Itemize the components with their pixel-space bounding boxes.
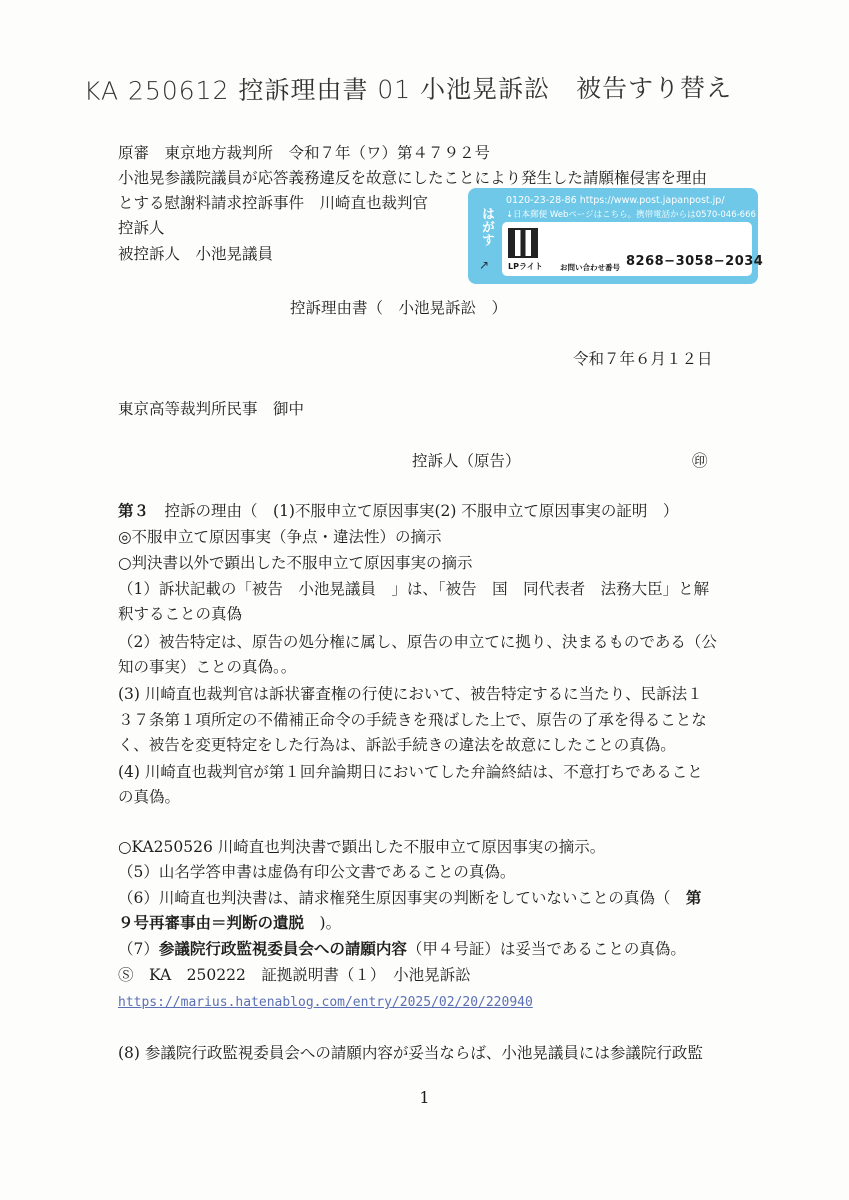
sticker-phone: 0120-23-28-86 https://www.post.japanpost.jp/ [506,195,725,206]
sticker-lp-label: LPライト [508,262,543,271]
body-line: (8) 参議院行政監視委員会への請願内容が妥当ならば、小池晃議員には参議院行政監 [118,1044,703,1062]
body-line: く、被告を変更特定をした行為は、訴訟手続きの違法を故意にしたことの真偽。 [118,736,676,754]
header-appellant: 控訴人 [118,219,165,237]
body-line [118,888,701,908]
appellant-label: 控訴人（原告） [412,452,521,470]
body-line: ○判決書以外で顕出した不服申立て原因事実の摘示 [118,554,473,572]
tracking-number: 8268−3058−2034 [626,254,764,269]
page-number: 1 [419,1088,430,1107]
section-heading [118,501,678,521]
sticker-white-panel [502,222,764,276]
body-line: Ⓢ KA 250222 証拠説明書（１） 小池晃訴訟 [118,966,471,984]
body-line: （2）被告特定は、原告の処分権に属し、原告の申立てに拠り、決まるものである（公 [118,633,717,651]
header-appellee: 被控訴人 小池晃議員 [118,245,274,263]
body-text-bold: 参議院行政監視委員会への請願内容 [158,939,407,958]
body-text: （甲４号証）は妥当であることの真偽。 [406,940,686,958]
body-text-bold: 第 [685,888,702,907]
sticker-web: ↓日本郵便 Webページはこちら。携帯電話からは0570-046-666 [506,210,756,220]
addressee: 東京高等裁判所民事 御中 [118,400,305,418]
arrow-icon: ↗ [479,258,490,272]
body-line [118,939,686,959]
seal-mark: ㊞ [692,452,708,470]
body-text-bold: ９号再審事由＝判断の遺脱 [118,913,305,932]
header-line-subject-2: とする慰謝料請求控訴事件 川崎直也裁判官 [118,194,429,212]
body-line: ○KA250526 川崎直也判決書で顕出した不服申立て原因事実の摘示。 [118,838,606,856]
handwritten-title: KA 250612 控訴理由書 01 小池晃訴訟 被告すり替え [83,73,733,106]
body-text: （6）川崎直也判決書は、請求権発生原因事実の判断をしていないことの真偽（ [118,889,686,907]
body-line: （1）訴状記載の「被告 小池晃議員 」は、「被告 国 同代表者 法務大臣」と解 [118,580,710,598]
body-line: （5）山名学答申書は虚偽有印公文書であることの真偽。 [118,863,516,881]
document-date: 令和７年６月１２日 [573,350,713,368]
evidence-link[interactable] [118,991,533,1013]
header-line-subject-1: 小池晃参議院議員が応答義務違反を故意にしたことにより発生した請願権侵害を理由 [118,169,708,187]
header-line-case: 原審 東京地方裁判所 令和７年（ワ）第４７９２号 [118,144,491,162]
body-text: )。 [304,914,342,932]
body-line: ◎不服申立て原因事実（争点・違法性）の摘示 [118,528,442,546]
body-text: （7） [118,940,159,958]
postal-tracking-sticker [468,188,764,284]
peel-label: はがす [479,206,494,246]
body-line: の真偽。 [118,788,181,806]
body-line: (3) 川崎直也裁判官は訴状審査権の行使において、被告特定するに当たり、民訴法１ [118,685,703,703]
body-line: (4) 川崎直也裁判官が第１回弁論期日においてした弁論終結は、不意打ちであること [118,763,703,781]
section-title: 控訴の理由（ (1)不服申立て原因事実(2) 不服申立て原因事実の証明 ） [149,502,679,520]
document-title: 控訴理由書（ 小池晃訴訟 ） [290,299,508,317]
sticker-inquiry-label: お問い合わせ番号 [560,263,620,272]
qr-code-icon [508,228,538,258]
evidence-link-text[interactable]: https://marius.hatenablog.com/entry/2025/02/20/220940 [118,995,533,1010]
section-number: 第３ [118,501,150,520]
body-line [118,913,341,933]
body-line: ３７条第１項所定の不備補正命令の手続きを飛ばした上で、原告の了承を得ることな [118,711,707,729]
body-line: 釈することの真偽 [118,605,243,623]
body-line: 知の事実）ことの真偽。。 [118,658,297,676]
